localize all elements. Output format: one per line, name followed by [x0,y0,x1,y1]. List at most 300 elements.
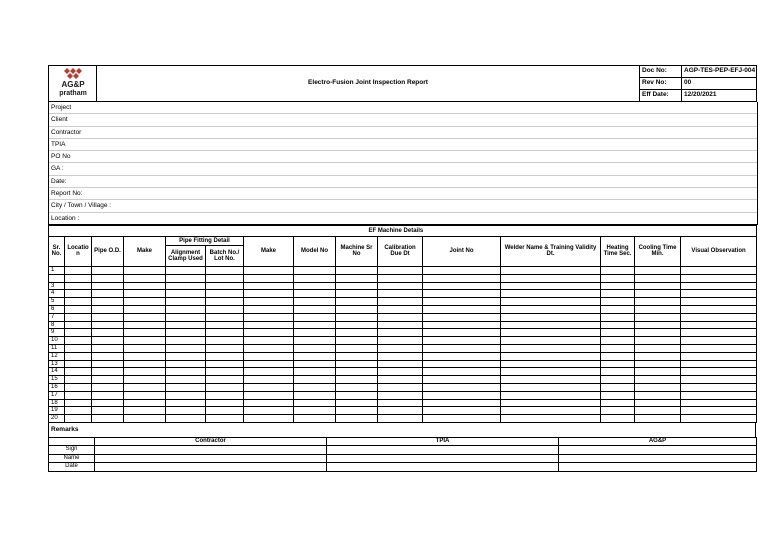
table-cell[interactable] [92,344,124,352]
table-cell[interactable] [124,290,166,298]
table-cell[interactable] [501,415,601,423]
table-cell[interactable] [681,352,757,360]
table-cell[interactable] [92,383,124,391]
agp-sign-field[interactable] [559,446,757,455]
table-cell[interactable] [166,383,206,391]
table-cell[interactable] [601,298,635,306]
table-cell[interactable] [294,360,336,368]
table-cell[interactable] [601,352,635,360]
table-cell[interactable] [92,360,124,368]
table-cell[interactable] [294,298,336,306]
table-cell[interactable] [336,337,378,345]
table-cell[interactable] [681,407,757,415]
table-cell[interactable] [681,313,757,321]
table-cell[interactable] [244,407,294,415]
table-cell[interactable] [92,290,124,298]
table-cell[interactable] [206,344,244,352]
table-cell[interactable] [166,282,206,290]
table-cell[interactable] [124,360,166,368]
table-cell[interactable] [124,266,166,274]
table-cell[interactable] [244,290,294,298]
table-cell[interactable] [681,391,757,399]
table-cell[interactable] [378,329,423,337]
table-cell[interactable] [378,344,423,352]
table-cell[interactable] [378,399,423,407]
table-cell[interactable] [601,391,635,399]
table-cell[interactable] [336,352,378,360]
table-cell[interactable] [124,407,166,415]
info-field-row[interactable]: Client [49,114,757,126]
table-cell[interactable] [681,360,757,368]
table-cell[interactable] [124,352,166,360]
table-cell[interactable] [378,337,423,345]
table-cell[interactable] [65,298,92,306]
table-cell[interactable] [423,360,501,368]
table-cell[interactable] [635,383,681,391]
table-cell[interactable] [65,383,92,391]
table-cell[interactable] [336,383,378,391]
table-cell[interactable] [206,282,244,290]
table-cell[interactable] [92,274,124,282]
table-cell[interactable] [92,282,124,290]
table-cell[interactable] [378,368,423,376]
table-cell[interactable] [206,290,244,298]
table-cell[interactable] [501,282,601,290]
table-cell[interactable] [601,329,635,337]
table-cell[interactable] [294,305,336,313]
table-cell[interactable] [166,368,206,376]
table-cell[interactable] [124,329,166,337]
table-cell[interactable] [65,305,92,313]
table-cell[interactable] [601,290,635,298]
table-cell[interactable] [681,344,757,352]
info-field-row[interactable]: Project [49,102,757,114]
table-cell[interactable] [166,313,206,321]
table-cell[interactable] [244,399,294,407]
table-cell[interactable] [635,415,681,423]
table-cell[interactable] [423,407,501,415]
table-cell[interactable] [635,329,681,337]
table-cell[interactable] [423,352,501,360]
table-cell[interactable] [336,376,378,384]
table-cell[interactable] [635,337,681,345]
table-cell[interactable] [244,344,294,352]
table-cell[interactable] [635,407,681,415]
table-cell[interactable] [423,415,501,423]
table-cell[interactable] [244,352,294,360]
table-cell[interactable] [635,352,681,360]
table-cell[interactable] [294,274,336,282]
table-cell[interactable] [124,383,166,391]
table-cell[interactable] [244,282,294,290]
table-cell[interactable] [166,391,206,399]
table-cell[interactable] [501,321,601,329]
table-cell[interactable] [501,337,601,345]
table-cell[interactable] [294,329,336,337]
table-cell[interactable] [294,321,336,329]
table-cell[interactable] [65,415,92,423]
table-cell[interactable] [166,329,206,337]
table-cell[interactable] [378,376,423,384]
contractor-date-field[interactable] [95,463,327,472]
table-cell[interactable] [423,337,501,345]
table-cell[interactable] [124,274,166,282]
table-cell[interactable] [92,313,124,321]
table-cell[interactable] [378,407,423,415]
table-cell[interactable] [244,274,294,282]
table-cell[interactable] [65,266,92,274]
table-cell[interactable] [336,344,378,352]
table-cell[interactable] [601,337,635,345]
table-cell[interactable] [336,321,378,329]
table-cell[interactable] [501,407,601,415]
table-cell[interactable] [501,399,601,407]
table-cell[interactable] [65,313,92,321]
table-cell[interactable] [124,391,166,399]
table-cell[interactable] [92,399,124,407]
table-cell[interactable] [166,376,206,384]
table-cell[interactable] [206,305,244,313]
table-cell[interactable] [423,266,501,274]
table-cell[interactable] [65,391,92,399]
table-cell[interactable] [244,415,294,423]
table-cell[interactable] [206,415,244,423]
table-cell[interactable] [378,360,423,368]
table-cell[interactable] [501,391,601,399]
table-cell[interactable] [501,368,601,376]
table-cell[interactable] [378,313,423,321]
table-cell[interactable] [244,321,294,329]
info-field-row[interactable]: GA : [49,163,757,175]
table-cell[interactable] [92,407,124,415]
table-cell[interactable] [601,274,635,282]
table-cell[interactable] [65,344,92,352]
table-cell[interactable] [601,415,635,423]
table-cell[interactable] [635,313,681,321]
table-cell[interactable] [423,344,501,352]
table-cell[interactable] [166,290,206,298]
table-cell[interactable] [501,352,601,360]
table-cell[interactable] [294,337,336,345]
info-field-row[interactable]: Contractor [49,127,757,139]
table-cell[interactable] [294,376,336,384]
table-cell[interactable] [423,399,501,407]
table-cell[interactable] [423,290,501,298]
table-cell[interactable] [681,321,757,329]
table-cell[interactable] [206,376,244,384]
table-cell[interactable] [681,337,757,345]
table-cell[interactable] [206,266,244,274]
table-cell[interactable] [378,266,423,274]
table-cell[interactable] [244,329,294,337]
table-cell[interactable] [378,274,423,282]
table-cell[interactable] [378,383,423,391]
table-cell[interactable] [635,321,681,329]
table-cell[interactable] [124,376,166,384]
table-cell[interactable] [166,321,206,329]
table-cell[interactable] [294,415,336,423]
table-cell[interactable] [65,407,92,415]
table-cell[interactable] [206,298,244,306]
table-cell[interactable] [65,368,92,376]
table-cell[interactable] [92,391,124,399]
table-cell[interactable] [294,383,336,391]
info-field-row[interactable]: Report No: [49,188,757,200]
table-cell[interactable] [681,266,757,274]
table-cell[interactable] [501,266,601,274]
tpia-name-field[interactable] [327,454,559,463]
table-cell[interactable] [206,313,244,321]
table-cell[interactable] [244,368,294,376]
info-field-row[interactable]: PO No [49,151,757,163]
table-cell[interactable] [65,282,92,290]
contractor-name-field[interactable] [95,454,327,463]
table-cell[interactable] [635,360,681,368]
table-cell[interactable] [166,298,206,306]
table-cell[interactable] [501,383,601,391]
table-cell[interactable] [601,282,635,290]
table-cell[interactable] [601,321,635,329]
table-cell[interactable] [65,337,92,345]
table-cell[interactable] [336,407,378,415]
table-cell[interactable] [244,313,294,321]
table-cell[interactable] [336,290,378,298]
table-cell[interactable] [681,305,757,313]
agp-logo-icon [53,67,93,97]
table-cell[interactable] [166,305,206,313]
table-cell[interactable] [501,290,601,298]
table-cell[interactable] [601,399,635,407]
table-cell[interactable] [92,305,124,313]
table-cell[interactable] [423,298,501,306]
table-cell[interactable] [423,305,501,313]
table-cell[interactable] [635,399,681,407]
table-cell[interactable] [244,298,294,306]
table-cell[interactable] [166,415,206,423]
table-cell[interactable] [423,282,501,290]
table-cell[interactable] [92,352,124,360]
table-cell[interactable] [294,344,336,352]
table-cell[interactable] [378,290,423,298]
table-cell[interactable] [206,274,244,282]
table-cell[interactable] [65,399,92,407]
table-cell[interactable] [206,360,244,368]
table-cell[interactable] [244,383,294,391]
table-cell[interactable] [244,376,294,384]
table-cell[interactable] [423,376,501,384]
table-cell[interactable] [336,298,378,306]
info-field-row[interactable]: TPIA [49,139,757,151]
info-field-row[interactable]: City / Town / Village : [49,200,757,212]
table-cell[interactable] [635,266,681,274]
table-cell[interactable] [423,383,501,391]
table-cell[interactable] [336,305,378,313]
table-cell[interactable] [681,376,757,384]
table-cell[interactable] [681,274,757,282]
table-cell[interactable] [124,344,166,352]
table-cell[interactable] [601,407,635,415]
agp-name-field[interactable] [559,454,757,463]
table-cell[interactable] [501,313,601,321]
table-cell[interactable] [681,290,757,298]
table-cell[interactable] [206,399,244,407]
table-cell[interactable] [65,329,92,337]
table-cell[interactable] [166,407,206,415]
table-cell[interactable] [378,298,423,306]
table-cell[interactable] [635,344,681,352]
table-cell[interactable] [635,376,681,384]
table-cell[interactable] [244,305,294,313]
table-cell[interactable] [124,399,166,407]
table-cell[interactable] [244,391,294,399]
table-cell[interactable] [336,329,378,337]
table-cell[interactable] [336,360,378,368]
table-cell[interactable] [501,329,601,337]
table-cell[interactable] [601,368,635,376]
table-cell[interactable] [124,337,166,345]
table-cell[interactable] [601,305,635,313]
table-cell[interactable] [166,344,206,352]
table-cell[interactable] [336,368,378,376]
table-cell[interactable] [244,360,294,368]
table-cell[interactable] [65,290,92,298]
table-cell[interactable] [681,368,757,376]
table-cell[interactable] [166,274,206,282]
table-cell[interactable] [92,337,124,345]
table-cell[interactable] [206,383,244,391]
table-cell[interactable] [294,352,336,360]
table-cell[interactable] [206,407,244,415]
agp-date-field[interactable] [559,463,757,472]
table-cell[interactable] [65,376,92,384]
table-cell[interactable] [244,266,294,274]
table-cell[interactable] [601,344,635,352]
table-cell[interactable] [124,298,166,306]
table-cell[interactable] [423,321,501,329]
table-cell[interactable] [635,298,681,306]
table-cell[interactable] [378,282,423,290]
table-cell[interactable] [166,337,206,345]
table-cell[interactable] [65,274,92,282]
table-cell[interactable] [423,313,501,321]
table-cell[interactable] [601,383,635,391]
table-cell[interactable] [206,337,244,345]
table-cell[interactable] [501,376,601,384]
table-cell[interactable] [206,368,244,376]
table-cell[interactable] [124,415,166,423]
table-cell[interactable] [206,321,244,329]
table-cell[interactable] [294,266,336,274]
table-cell[interactable] [601,376,635,384]
table-cell[interactable] [294,282,336,290]
table-cell[interactable] [294,407,336,415]
table-cell[interactable] [601,313,635,321]
table-cell[interactable] [681,415,757,423]
table-cell[interactable] [124,321,166,329]
table-cell[interactable] [92,266,124,274]
table-cell[interactable] [501,274,601,282]
table-cell[interactable] [124,305,166,313]
table-cell[interactable] [92,329,124,337]
table-cell[interactable] [92,298,124,306]
table-cell[interactable] [423,274,501,282]
tpia-sign-field[interactable] [327,446,559,455]
contractor-sign-field[interactable] [95,446,327,455]
table-cell[interactable] [601,360,635,368]
table-cell[interactable] [124,368,166,376]
table-cell[interactable] [336,274,378,282]
table-cell[interactable] [635,368,681,376]
info-field-row[interactable]: Date: [49,176,757,188]
table-cell[interactable] [124,282,166,290]
table-cell[interactable] [681,329,757,337]
table-cell[interactable] [378,415,423,423]
table-cell[interactable] [166,360,206,368]
table-cell[interactable] [336,282,378,290]
table-cell[interactable] [681,399,757,407]
table-cell[interactable] [294,368,336,376]
table-cell[interactable] [244,337,294,345]
table-cell[interactable] [92,368,124,376]
table-cell[interactable] [294,290,336,298]
table-cell[interactable] [378,391,423,399]
table-cell[interactable] [378,321,423,329]
table-cell[interactable] [501,344,601,352]
table-cell[interactable] [378,305,423,313]
table-cell[interactable] [206,352,244,360]
table-cell[interactable] [294,313,336,321]
table-cell[interactable] [166,266,206,274]
table-cell[interactable] [65,360,92,368]
table-cell[interactable] [635,391,681,399]
tpia-date-field[interactable] [327,463,559,472]
table-cell[interactable] [294,391,336,399]
table-cell[interactable] [336,415,378,423]
table-cell[interactable] [681,298,757,306]
table-cell[interactable] [294,399,336,407]
table-cell[interactable] [423,368,501,376]
table-cell[interactable] [501,305,601,313]
table-cell[interactable] [92,321,124,329]
table-cell[interactable] [423,391,501,399]
table-cell[interactable] [166,352,206,360]
table-cell[interactable] [206,329,244,337]
table-cell[interactable] [124,313,166,321]
table-cell[interactable] [65,321,92,329]
table-cell[interactable] [635,274,681,282]
table-cell[interactable] [635,282,681,290]
table-cell[interactable] [635,305,681,313]
table-cell[interactable] [635,290,681,298]
table-cell[interactable] [336,399,378,407]
table-cell[interactable] [65,352,92,360]
table-cell[interactable] [336,391,378,399]
table-cell[interactable] [336,313,378,321]
table-cell[interactable] [681,282,757,290]
table-cell[interactable] [378,352,423,360]
table-cell[interactable] [423,329,501,337]
info-field-row[interactable]: Location : [49,213,757,225]
table-cell[interactable] [92,376,124,384]
table-cell[interactable] [166,399,206,407]
table-cell[interactable] [206,391,244,399]
table-cell[interactable] [501,360,601,368]
table-cell[interactable] [92,415,124,423]
table-cell[interactable] [601,266,635,274]
table-cell[interactable] [681,383,757,391]
table-cell[interactable] [501,298,601,306]
table-cell[interactable] [336,266,378,274]
